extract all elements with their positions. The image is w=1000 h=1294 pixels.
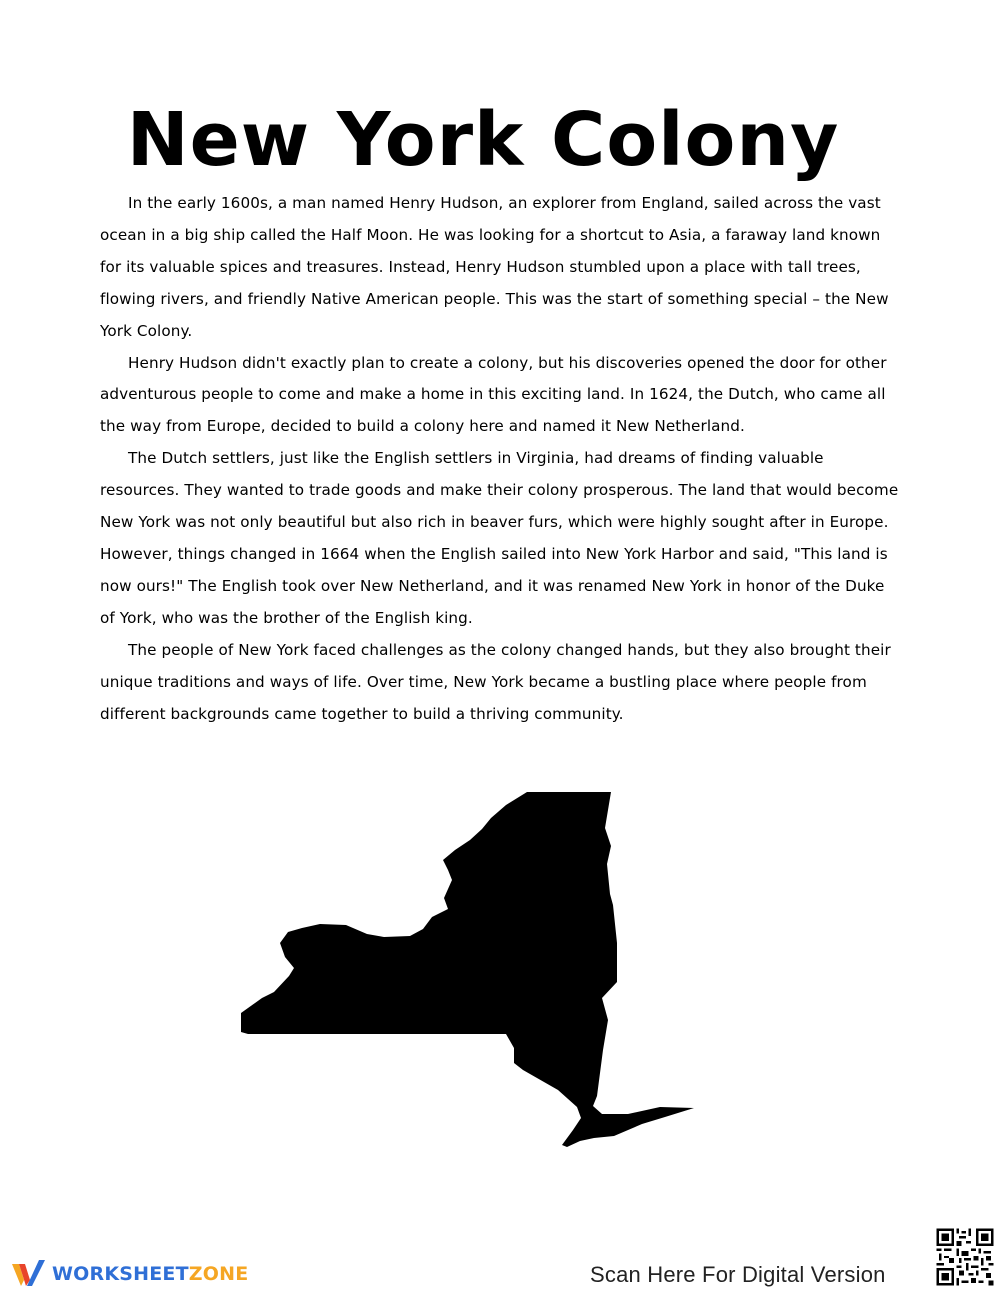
paragraph-3: The Dutch settlers, just like the English settlers in Virginia, had dreams of finding valuable resources. They wanted to trade goods and make their colony prosperous. The land that would become New York was not only beautiful but also rich in beaver furs, which were highly sought after in Europe. However, things changed in 1664 when the English sailed into New York Harbor and said, "This land is now ours!" The English took over New Netherland, and it was renamed New York in honor of the Duke of York, who was the brother of the English king. xyxy=(100,449,899,627)
brand-word-2: ZONE xyxy=(188,1263,249,1285)
new-york-state-silhouette xyxy=(241,792,694,1147)
scan-instruction: Scan Here For Digital Version xyxy=(590,1262,886,1287)
brand-word-1: WORKSHEET xyxy=(52,1263,189,1285)
page-title: New York Colony xyxy=(126,97,840,183)
brand-logo xyxy=(10,1258,248,1290)
brand-name xyxy=(52,1263,248,1285)
paragraph-1: In the early 1600s, a man named Henry Hudson, an explorer from England, sailed across the vast ocean in a big ship called the Half Moon. He was looking for a shortcut to Asia, a faraway land known for its valuable spices and treasures. Instead, Henry Hudson stumbled upon a place with tall trees, flowing rivers, and friendly Native American people. This was the start of something special – the New York Colony. xyxy=(100,194,889,340)
paragraph-4: The people of New York faced challenges as the colony changed hands, but they also brought their unique traditions and ways of life. Over time, New York became a bustling place where people from different backgrounds came together to build a thriving community. xyxy=(100,640,891,723)
qr-code-icon[interactable] xyxy=(934,1226,996,1288)
paragraph-2: Henry Hudson didn't exactly plan to create a colony, but his discoveries opened the door for other adventurous people to come and make a home in this exciting land. In 1624, the Dutch, who came all the way from Europe, decided to build a colony here and named it New Netherland. xyxy=(100,353,887,436)
worksheetzone-logo-icon xyxy=(10,1258,48,1290)
